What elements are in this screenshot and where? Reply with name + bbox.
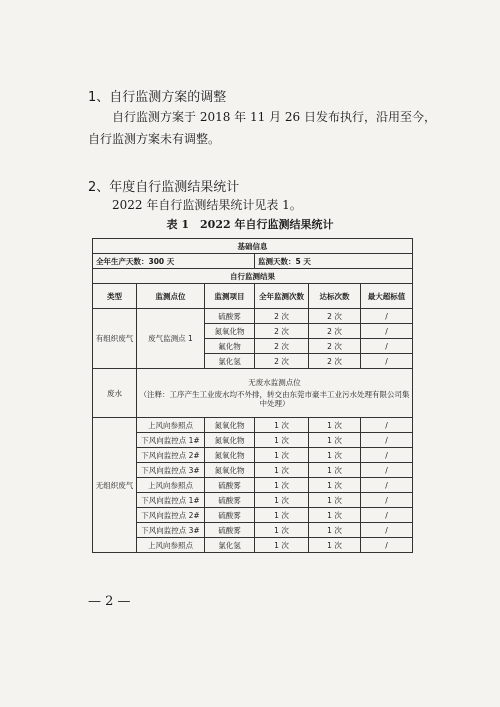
section1-heading: 1、自行监测方案的调整 [88,90,227,105]
section2-intro: 2022 年自行监测结果统计见表 1。 [112,198,302,212]
header-max-exceed: 最大超标值 [361,284,413,309]
header-item: 监测项目 [205,284,255,309]
basic-info-title: 基础信息 [93,239,413,254]
monitoring-point: 下风向监控点 3# [137,463,205,478]
section1-paragraph-line2: 自行监测方案未有调整。 [88,132,221,146]
monitoring-point: 下风向监控点 2# [137,508,205,523]
monitoring-count: 1 次 [255,508,309,523]
pass-count: 1 次 [309,463,361,478]
monitoring-item: 氮氧化物 [205,324,255,339]
organized-type: 有组织废气 [93,309,137,369]
pass-count: 1 次 [309,538,361,553]
monitoring-count: 2 次 [255,309,309,324]
monitoring-item: 硫酸雾 [205,309,255,324]
results-title: 自行监测结果 [93,269,413,284]
header-pass: 达标次数 [309,284,361,309]
max-exceed-value: / [361,309,413,324]
section2-heading: 2、年度自行监测结果统计 [88,180,240,195]
pass-count: 2 次 [309,324,361,339]
monitoring-point: 下风向监控点 1# [137,433,205,448]
max-exceed-value: / [361,448,413,463]
monitoring-item: 氮氧化物 [205,433,255,448]
monitoring-item: 氯化氢 [205,354,255,369]
max-exceed-value: / [361,324,413,339]
header-count: 全年监测次数 [255,284,309,309]
pass-count: 2 次 [309,309,361,324]
table-row [93,418,413,433]
table-row [93,463,413,478]
pass-count: 1 次 [309,508,361,523]
monitoring-count: 1 次 [255,478,309,493]
table-row [93,523,413,538]
max-exceed-value: / [361,478,413,493]
monitoring-count: 1 次 [255,538,309,553]
table-row [93,309,413,324]
table-row [93,508,413,523]
monitoring-point: 上风向参照点 [137,478,205,493]
section1-paragraph-line1: 自行监测方案于 2018 年 11 月 26 日发布执行，沿用至今， [112,110,436,124]
unorganized-type: 无组织废气 [93,418,137,553]
table-row [93,448,413,463]
monitoring-count: 1 次 [255,493,309,508]
monitoring-item: 硫酸雾 [205,493,255,508]
monitoring-count: 1 次 [255,523,309,538]
max-exceed-value: / [361,523,413,538]
table-row [93,538,413,553]
monitoring-item: 氟化物 [205,339,255,354]
monitoring-point: 下风向监控点 1# [137,493,205,508]
header-point: 监测点位 [137,284,205,309]
max-exceed-value: / [361,463,413,478]
monitoring-item: 硫酸雾 [205,523,255,538]
pass-count: 1 次 [309,418,361,433]
pass-count: 2 次 [309,339,361,354]
monitoring-point: 下风向监控点 2# [137,448,205,463]
monitoring-results-table [92,238,413,553]
max-exceed-value: / [361,433,413,448]
monitoring-item: 氮氧化物 [205,418,255,433]
monitoring-count: 2 次 [255,324,309,339]
max-exceed-value: / [361,508,413,523]
monitoring-item: 氯化氢 [205,538,255,553]
organized-point: 废气监测点 1 [137,309,205,369]
table-row [93,433,413,448]
max-exceed-value: / [361,493,413,508]
water-type: 废水 [93,369,137,418]
monitoring-days: 监测天数：5 天 [255,254,413,269]
monitoring-point: 上风向参照点 [137,418,205,433]
pass-count: 1 次 [309,448,361,463]
monitoring-point: 下风向监控点 3# [137,523,205,538]
water-note-line2: （注释：工序产生工业废水均不外排，转交由东莞市豪丰工业污水处理有限公司集中处理） [139,390,410,408]
monitoring-count: 1 次 [255,433,309,448]
pass-count: 1 次 [309,478,361,493]
pass-count: 1 次 [309,433,361,448]
header-type: 类型 [93,284,137,309]
max-exceed-value: / [361,538,413,553]
monitoring-item: 氮氧化物 [205,463,255,478]
monitoring-point: 上风向参照点 [137,538,205,553]
max-exceed-value: / [361,418,413,433]
pass-count: 1 次 [309,493,361,508]
table-row [93,493,413,508]
max-exceed-value: / [361,354,413,369]
pass-count: 1 次 [309,523,361,538]
monitoring-count: 1 次 [255,418,309,433]
monitoring-count: 2 次 [255,339,309,354]
pass-count: 2 次 [309,354,361,369]
table-caption: 表 1 2022 年自行监测结果统计 [166,218,334,231]
monitoring-item: 氮氧化物 [205,448,255,463]
monitoring-count: 2 次 [255,354,309,369]
monitoring-item: 硫酸雾 [205,508,255,523]
production-days: 全年生产天数：300 天 [93,254,255,269]
water-note-line1: 无废水监测点位 [248,378,301,387]
monitoring-count: 1 次 [255,448,309,463]
water-note [137,369,413,418]
max-exceed-value: / [361,339,413,354]
monitoring-count: 1 次 [255,463,309,478]
monitoring-item: 硫酸雾 [205,478,255,493]
table-row [93,478,413,493]
page-number: — 2 — [88,594,131,609]
